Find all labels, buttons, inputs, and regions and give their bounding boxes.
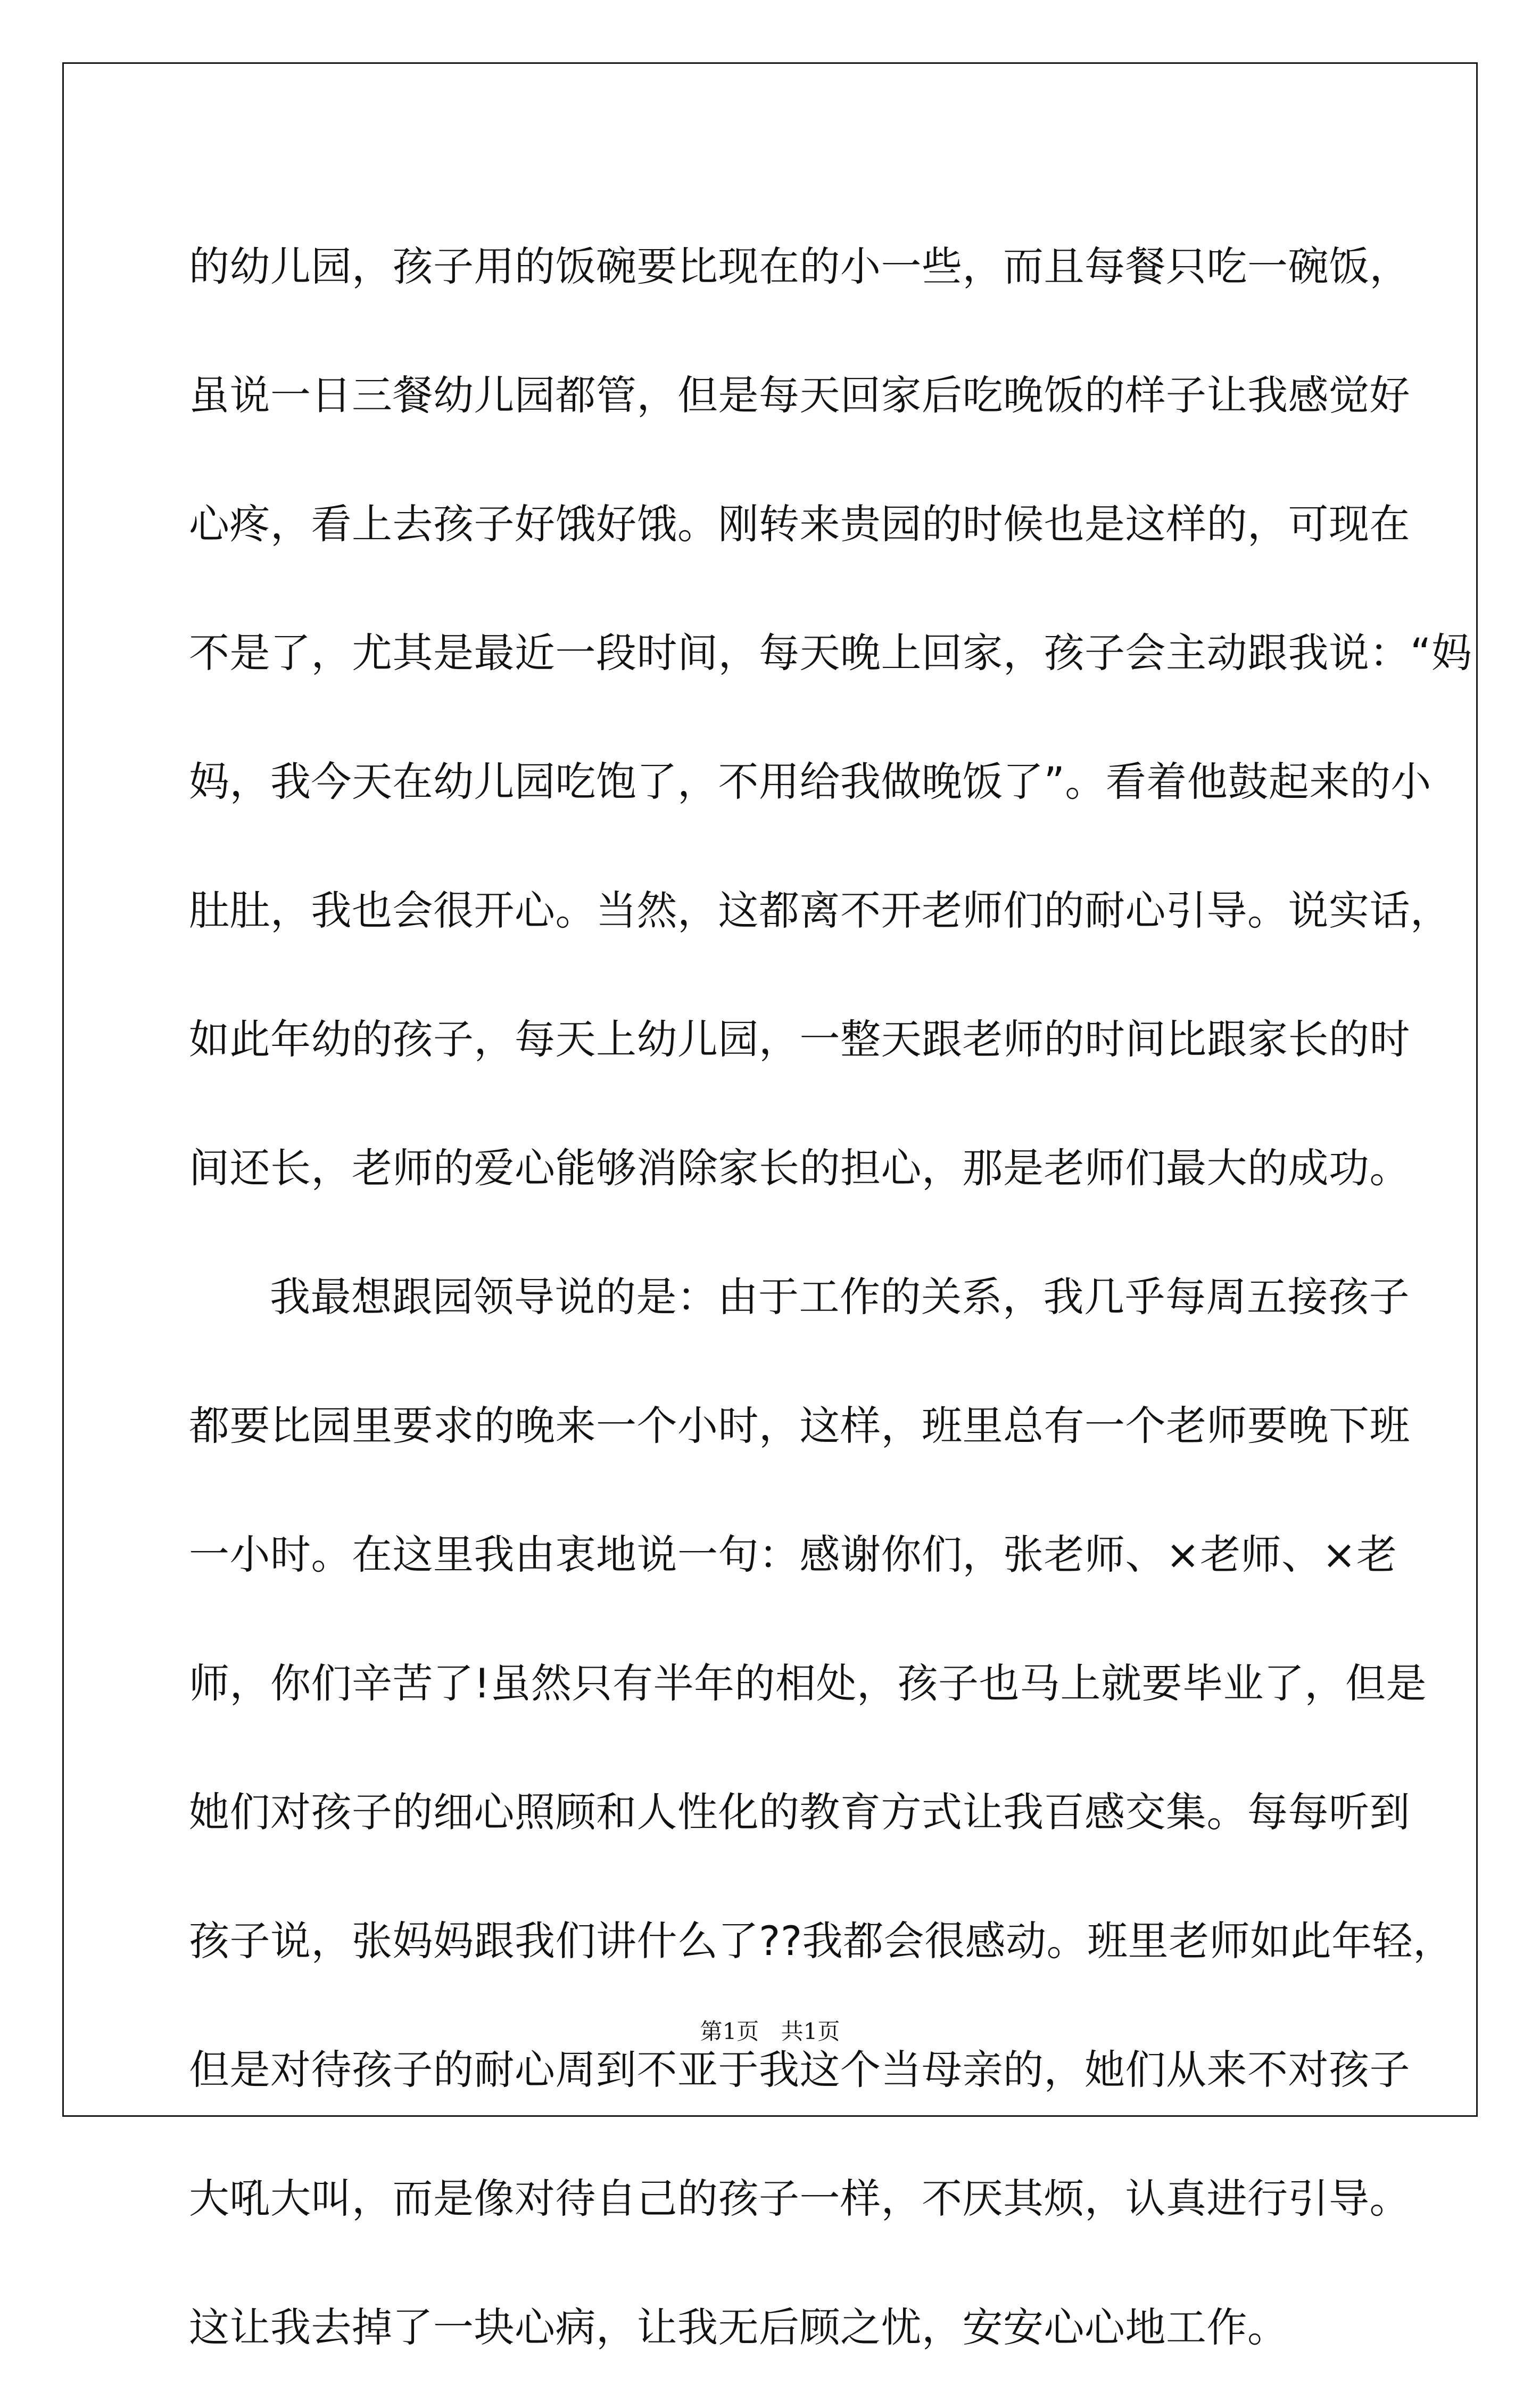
text-line: 如此年幼的孩子，每天上幼儿园，一整天跟老师的时间比跟家长的时 (189, 1016, 1410, 1063)
text-line: 妈，我今天在幼儿园吃饱了，不用给我做晚饭了”。看着他鼓起来的小 (189, 758, 1431, 805)
text-line: 肚肚，我也会很开心。当然，这都离不开老师们的耐心引导。说实话， (189, 887, 1451, 934)
text-line: 师，你们辛苦了!虽然只有半年的相处，孩子也马上就要毕业了，但是 (189, 1660, 1427, 1707)
paragraph-start-line: 我最想跟园领导说的是：由于工作的关系，我几乎每周五接孩子 (270, 1273, 1410, 1321)
text-line: 她们对孩子的细心照顾和人性化的教育方式让我百感交集。每每听到 (189, 1788, 1410, 1836)
text-line: 的幼儿园，孩子用的饭碗要比现在的小一些，而且每餐只吃一碗饭， (189, 243, 1410, 290)
text-line: 都要比园里要求的晚来一个小时，这样，班里总有一个老师要晚下班 (189, 1402, 1410, 1449)
page-footer (0, 2014, 1540, 2046)
page-number-current: 第1页 (700, 2018, 759, 2044)
text-line: 间还长，老师的爱心能够消除家长的担心，那是老师们最大的成功。 (189, 1144, 1410, 1192)
text-line: 但是对待孩子的耐心周到不亚于我这个当母亲的，她们从来不对孩子 (189, 2046, 1410, 2093)
text-line: 孩子说，张妈妈跟我们讲什么了??我都会很感动。班里老师如此年轻， (189, 1917, 1454, 1965)
text-line: 心疼，看上去孩子好饿好饿。刚转来贵园的时候也是这样的，可现在 (189, 500, 1410, 548)
text-line: 这让我去掉了一块心病，让我无后顾之忧，安安心心地工作。 (189, 2304, 1288, 2351)
text-line: 虽说一日三餐幼儿园都管，但是每天回家后吃晚饭的样子让我感觉好 (189, 372, 1410, 419)
page-number-total: 共1页 (781, 2018, 840, 2044)
text-line: 一小时。在这里我由衷地说一句：感谢你们，张老师、×老师、×老 (189, 1531, 1397, 1578)
document-body (189, 202, 1472, 2392)
text-line: 大吼大叫，而是像对待自己的孩子一样，不厌其烦，认真进行引导。 (189, 2175, 1410, 2222)
text-line: 不是了，尤其是最近一段时间，每天晚上回家，孩子会主动跟我说：“妈 (189, 629, 1472, 677)
